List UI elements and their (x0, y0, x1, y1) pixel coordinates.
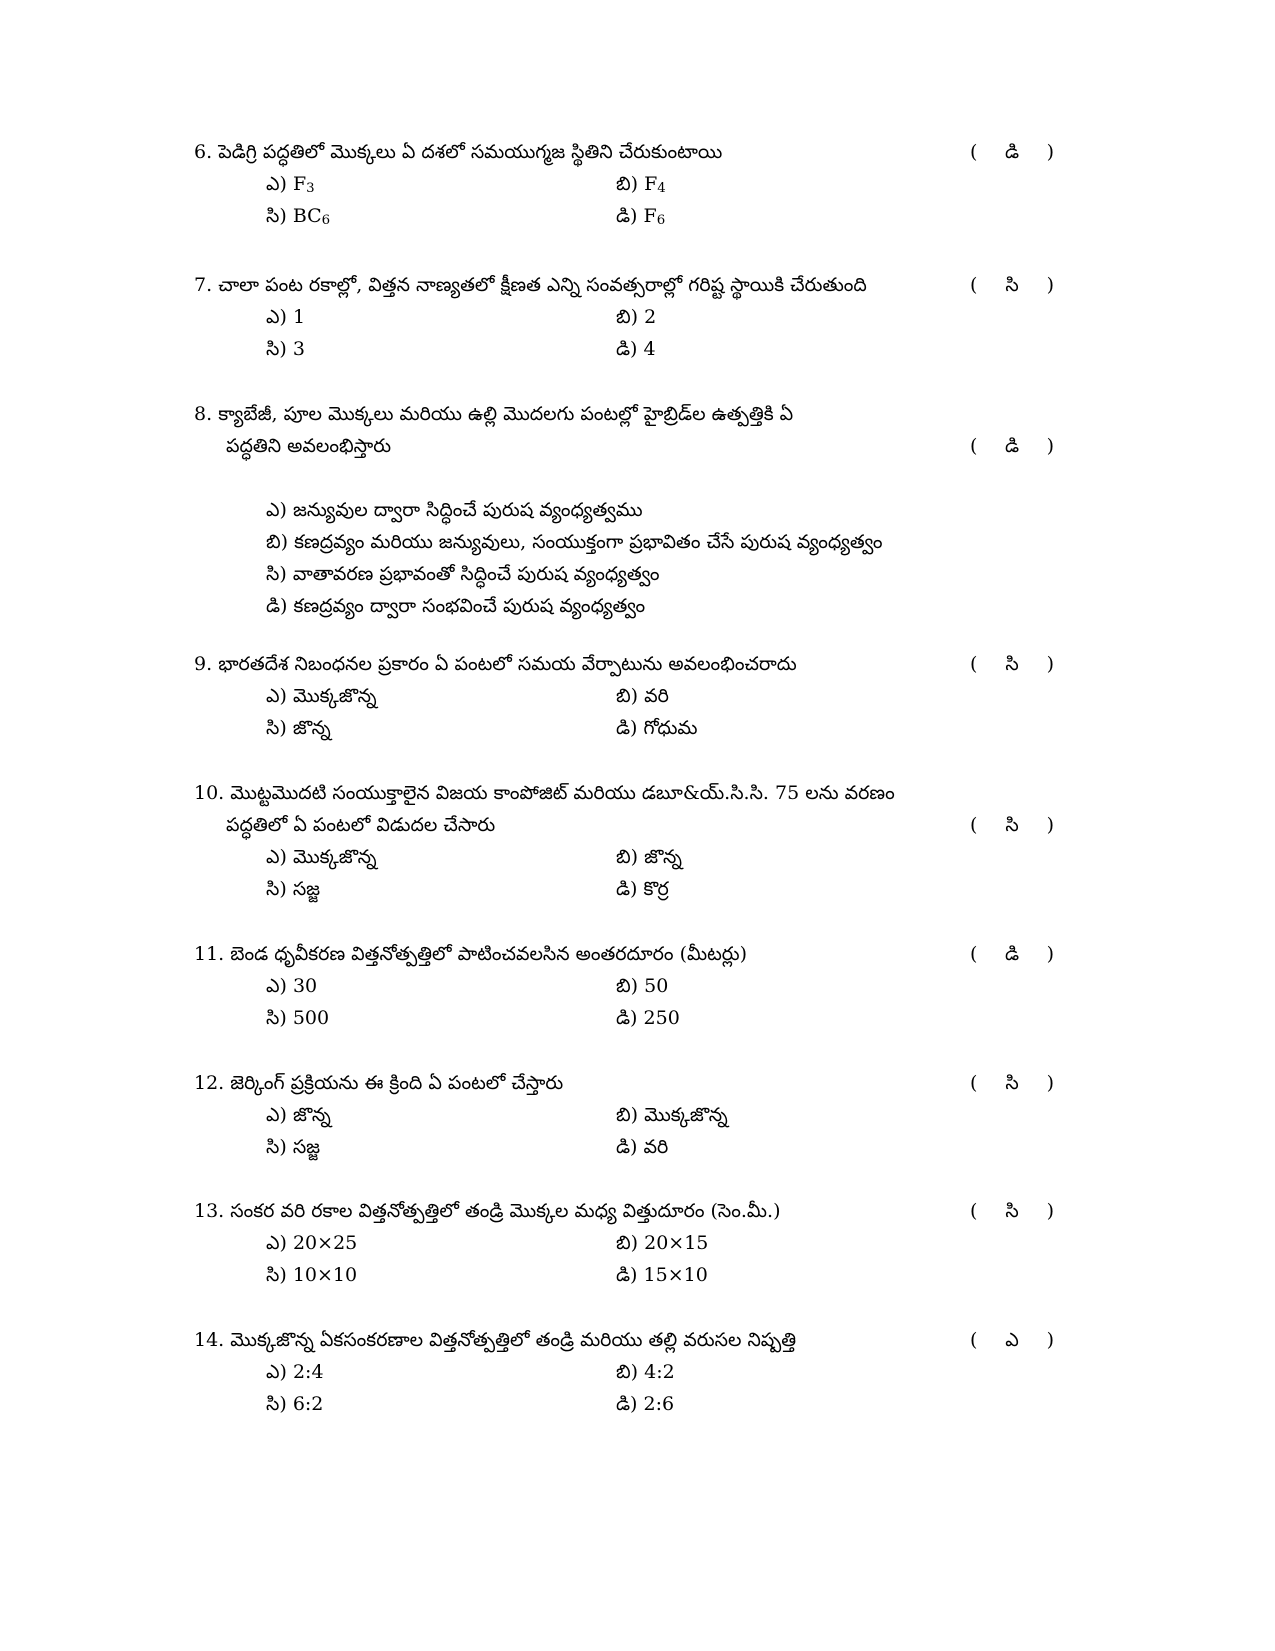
option-d: డి) గోధుమ (616, 717, 698, 739)
answer-value: సి (1005, 653, 1019, 675)
question-stem (194, 398, 1054, 430)
question-text: పెడిగ్రి పద్ధతిలో మొక్కలు ఏ దశలో సమయుగ్మజ స్థితిని చేరుకుంటాయి (218, 141, 723, 163)
question-stem (194, 1067, 1054, 1099)
option-c: సి) జొన్న (266, 717, 331, 739)
option-b: బి) కణద్రవ్యం మరియు జన్యువులు, సంయుక్తంగా ప్రభావితం చేసే పురుష వ్యంధ్యత్వం (266, 531, 883, 553)
question-number: 7. (194, 274, 213, 296)
question-stem-continued (194, 809, 1054, 841)
option-b: బి) 50 (616, 975, 669, 997)
option-d: డి) 15×10 (616, 1264, 708, 1286)
question-9 (194, 648, 1054, 744)
option-b: బి) 4:2 (616, 1361, 675, 1383)
answer-value: డి (1004, 435, 1020, 457)
question-text: సంకర వరి రకాల విత్తనోత్పత్తిలో తండ్రి మొక్కల మధ్య విత్తుదూరం (సెం.మీ.) (230, 1200, 781, 1222)
option-d: డి) కణద్రవ్యం ద్వారా సంభవించే పురుష వ్యంధ్యత్వం (266, 595, 646, 617)
answer-value: సి (1005, 274, 1019, 296)
option-c: సి) వాతావరణ ప్రభావంతో సిద్ధించే పురుష వ్యంధ్యత్వం (266, 563, 660, 585)
option-d: డి) వరి (616, 1136, 669, 1158)
question-text: క్యాబేజీ, పూల మొక్కలు మరియు ఉల్లి మొదలగు పంటల్లో హైబ్రిడ్‌ల ఉత్పత్తికి ఏ (218, 403, 794, 425)
options-grid (194, 168, 1054, 232)
options-grid (194, 1227, 1054, 1291)
question-number: 9. (194, 653, 213, 675)
question-number: 13. (194, 1200, 225, 1222)
option-d: డి) కొర్ర (616, 878, 669, 900)
question-14 (194, 1324, 1054, 1420)
answer-value: సి (1005, 1072, 1019, 1094)
answer-box: ( డి ) (970, 938, 1054, 970)
answer-box: ( సి ) (970, 1067, 1054, 1099)
option-a: ఎ) 2:4 (266, 1361, 324, 1383)
question-text: చాలా పంట రకాల్లో, విత్తన నాణ్యతలో క్షీణత ఎన్ని సంవత్సరాల్లో గరిష్ట స్థాయికి చేరుతుంది (218, 274, 867, 296)
question-number: 8. (194, 403, 213, 425)
option-b: బి) జొన్న (616, 846, 682, 868)
option-d: డి) 4 (616, 338, 656, 360)
answer-box: ( డి ) (970, 136, 1054, 168)
option-c: సి) 3 (266, 338, 305, 360)
question-stem (194, 269, 1054, 301)
question-number: 10. (194, 782, 225, 804)
option-a: ఎ) జొన్న (266, 1104, 331, 1126)
question-number: 6. (194, 141, 213, 163)
option-b: బి) వరి (616, 685, 669, 707)
options-grid (194, 1356, 1054, 1420)
question-text-continued: పద్ధతిలో ఏ పంటలో విడుదల చేసారు (226, 814, 496, 836)
option-a: ఎ) 1 (266, 306, 306, 328)
answer-value: డి (1004, 141, 1020, 163)
question-number: 12. (194, 1072, 225, 1094)
option-a: ఎ) 20×25 (266, 1232, 358, 1254)
question-stem-continued (194, 430, 1054, 462)
option-d: డి) 250 (616, 1007, 680, 1029)
option-b: బి) $F_4$ (616, 173, 666, 196)
question-number: 14. (194, 1329, 225, 1351)
option-c: సి) సజ్జ (266, 1136, 321, 1158)
question-6 (194, 136, 1054, 232)
answer-value: సి (1005, 814, 1019, 836)
question-13 (194, 1195, 1054, 1291)
options-grid (194, 680, 1054, 744)
option-a: ఎ) $F_3$ (266, 173, 315, 196)
option-b: బి) 20×15 (616, 1232, 709, 1254)
question-text: బెండ ధృవీకరణ విత్తనోత్పత్తిలో పాటించవలసిన అంతరదూరం (మీటర్లు) (230, 943, 748, 965)
options-grid (194, 301, 1054, 365)
answer-value: ఎ (1005, 1329, 1019, 1351)
question-text: జెర్కింగ్ ప్రక్రియను ఈ క్రింది ఏ పంటలో చేస్తారు (230, 1072, 564, 1094)
answer-box: ( సి ) (970, 648, 1054, 680)
option-d: డి) $F_6$ (616, 205, 666, 228)
question-8 (194, 398, 1054, 622)
answer-value: సి (1005, 1200, 1019, 1222)
question-stem (194, 777, 1054, 809)
option-c: సి) 500 (266, 1007, 330, 1029)
question-12 (194, 1067, 1054, 1163)
question-stem (194, 1195, 1054, 1227)
question-text: భారతదేశ నిబంధనల ప్రకారం ఏ పంటలో సమయ వేర్పాటును అవలంభించరాదు (218, 653, 797, 675)
option-b: బి) 2 (616, 306, 657, 328)
options-list (194, 494, 1054, 622)
option-d: డి) 2:6 (616, 1393, 675, 1415)
question-number: 11. (194, 943, 225, 965)
options-grid (194, 970, 1054, 1034)
options-grid (194, 1099, 1054, 1163)
option-c: సి) 6:2 (266, 1393, 324, 1415)
question-7 (194, 269, 1054, 365)
answer-box: ( సి ) (970, 269, 1054, 301)
option-c: సి) సజ్జ (266, 878, 321, 900)
option-c: సి) $BC_6$ (266, 205, 331, 228)
option-a: ఎ) జన్యువుల ద్వారా సిద్ధించే పురుష వ్యంధ్యత్వము (266, 499, 643, 521)
option-a: ఎ) మొక్కజొన్న (266, 685, 377, 707)
question-text: మొక్కజొన్న ఏకసంకరణాల విత్తనోత్పత్తిలో తండ్రి మరియు తల్లి వరుసల నిష్పత్తి (230, 1329, 797, 1351)
question-stem (194, 136, 1054, 168)
answer-box: ( డి ) (970, 430, 1054, 462)
question-10 (194, 777, 1054, 905)
option-a: ఎ) 30 (266, 975, 318, 997)
option-a: ఎ) మొక్కజొన్న (266, 846, 377, 868)
answer-value: డి (1004, 943, 1020, 965)
option-b: బి) మొక్కజొన్న (616, 1104, 728, 1126)
question-text-continued: పద్ధతిని అవలంభిస్తారు (226, 435, 392, 457)
question-11 (194, 938, 1054, 1034)
option-c: సి) 10×10 (266, 1264, 358, 1286)
answer-box: ( ఎ ) (970, 1324, 1054, 1356)
question-stem (194, 648, 1054, 680)
options-grid (194, 841, 1054, 905)
answer-box: ( సి ) (970, 1195, 1054, 1227)
question-text: మొట్టమొదటి సంయుక్తాలైన విజయ కాంపోజిట్ మరియు డబూ&య్.సి.సి. 75 లను వరణం (230, 782, 895, 804)
question-stem (194, 1324, 1054, 1356)
question-stem (194, 938, 1054, 970)
answer-box: ( సి ) (970, 809, 1054, 841)
